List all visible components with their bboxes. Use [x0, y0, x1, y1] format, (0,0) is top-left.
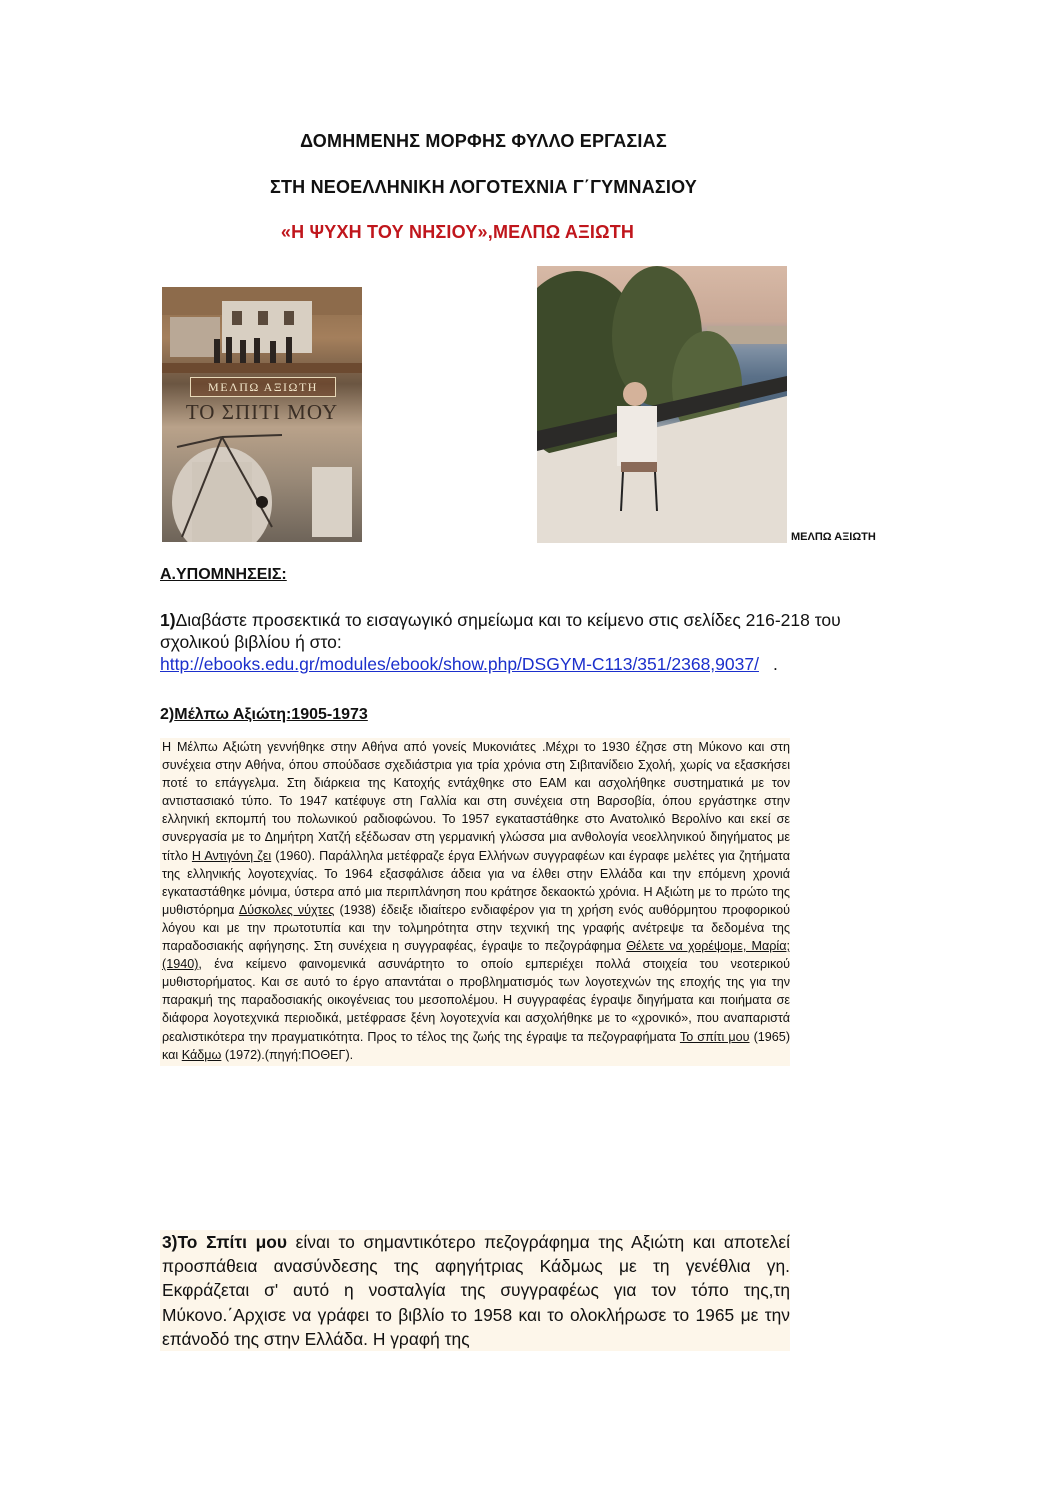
text-title: «Η ΨΥΧΗ ΤΟΥ ΝΗΣΙΟΥ»,ΜΕΛΠΩ ΑΞΙΩΤΗ	[280, 222, 635, 242]
bio-work-title: Η Αντιγόνη ζει	[191, 848, 272, 863]
bio-work-title: Δύσκολες νύχτες	[238, 902, 335, 917]
item-1-text: Διαβάστε προσεκτικά το εισαγωγικό σημείωμα και το κείμενο στις σελίδες 216-218 του σχολικού βιβλίου ή στο:	[160, 610, 841, 652]
bio-work-title: Θέλετε να χορέψομε, Μαρία;(1940)	[162, 939, 790, 972]
bio-text: (1960). Παράλληλα μετέφραζε έργα Ελλήνων συγγραφέων και έγραφε μελέτες για ζητήματα της ελληνικής λογοτεχνίας. Το 1964 εξασφάλισε άδεια για να έλθει στην Ελλάδα και την επόμενη χρονιά εγκαταστάθηκε μόνιμα, ύστερα από μια περιπλάνηση που κράτησε δεκαοκτώ χρόνια. Η Αξιώτη με το πρώτο της μυθιστόρημα	[162, 848, 790, 917]
bio-text: (1972).(πηγή:ΠΟΘΕΓ).	[221, 1047, 354, 1062]
bio-text: Η Μέλπω Αξιώτη γεννήθηκε στην Αθήνα από γονείς Μυκονιάτες .Μέχρι το 1930 έζησε στη Μύκονο και στη συνέχεια στην Αθήνα, όπου σπούδασε σχεδιάστρια για τρία χρόνια στη Σιβιτανίδειο Σχολή, χωρίς να εξασκήσει ποτέ το επάγγελμα. Στη διάρκεια της Κατοχής εντάχθηκε στο ΕΑΜ και ασχολήθηκε συστηματικά με τον αντιστασιακό τύπο. Το 1947 κατέφυγε στη Γαλλία και στη συνέχεια στη Βαρσοβία, όπου εργάστηκε στην ελληνική εκπομπή του πολωνικού ραδιοφώνου. Το 1957 εγκαταστάθηκε στο Ανατολικό Βερολίνο και εκεί σε συνεργασία με το Δημήτρη Χατζή εξέδωσαν στη γερμανική γλώσσα μια ανθολογία νεοελληνικού διηγήματος με τίτλο	[162, 740, 790, 863]
photo-caption: ΜΕΛΠΩ ΑΞΙΩΤΗ	[791, 531, 876, 543]
ebook-link[interactable]: http://ebooks.edu.gr/modules/ebook/show.php/DSGYM-C113/351/2368,9037/	[160, 654, 759, 674]
item-1-trailing: .	[772, 654, 778, 674]
bio-text: (1938) έδειξε ιδιαίτερο ενδιαφέρον για τη χρήση ενός αυθόρμητου προφορικού λόγου και με την πρωτοτυπία και την τολμηρότητα στην τεχνική της γραφής ανέτρεψε τα δεδομένα της παραδοσιακής αφήγησης. Στη συνέχεια η συγγραφέας, έγραψε το πεζογράφημα	[162, 902, 790, 954]
bio-work-title: Κάδμω	[181, 1047, 222, 1062]
book-cover-image	[162, 287, 362, 542]
author-photo-illustration	[537, 266, 787, 543]
cover-title: ΤΟ ΣΠΙΤΙ ΜΟΥ	[185, 400, 339, 424]
author-photo	[537, 266, 787, 543]
item-2-heading	[160, 706, 368, 724]
item-1-number: 1)	[160, 610, 176, 630]
bio-text: (1965) και	[162, 1029, 791, 1062]
worksheet-title: ΔΟΜΗΜΕΝΗΣ ΜΟΡΦΗΣ ΦΥΛΛΟ ΕΡΓΑΣΙΑΣ	[300, 131, 667, 151]
item-2-heading-text: Μέλπω Αξιώτη:1905-1973	[174, 706, 368, 723]
item-3-lead: 3)Το Σπίτι μου	[162, 1232, 287, 1252]
item-3-paragraph	[160, 1230, 790, 1351]
item-2-number: 2)	[160, 706, 175, 723]
section-heading-reminders: Α.ΥΠΟΜΝΗΣΕΙΣ:	[160, 566, 287, 583]
biography-paragraph	[160, 738, 790, 1066]
bio-text: , ένα κείμενο φαινομενικά ασυνάρτητο το οποίο εμπεριέχει πολλά στοιχεία του νεοτερικού μυθιστορήματος. Και σε αυτό το έργο απαντάται ο προβληματισμός των λογοτεχνών της εποχής της για την παρακμή της παραδοσιακής οικογένειας του μεσοπολέμου. Η συγγραφέας έγραψε διηγήματα και ποιήματα σε διάφορα λογοτεχνικά περιοδικά, μετέφρασε ξένη λογοτεχνία και ασχολήθηκε με το «χρονικό», που αναπαριστά ρεαλιστικότερα την πραγματικότητα. Προς το τέλος της ζωής της έγραψε τα πεζογραφήματα	[162, 957, 790, 1044]
bio-work-title: Το σπίτι μου	[679, 1029, 750, 1044]
worksheet-subtitle: ΣΤΗ ΝΕΟΕΛΛΗΝΙΚΗ ΛΟΓΟΤΕΧΝΙΑ Γ΄ΓΥΜΝΑΣΙΟΥ	[269, 177, 698, 197]
item-1-paragraph	[160, 609, 860, 675]
item-3-text: είναι το σημαντικότερο πεζογράφημα της Αξιώτη και αποτελεί προσπάθεια ανασύνδεσης της αφηγήτριας Κάδμως με τη γενέθλια γη. Εκφράζεται σ' αυτό η νοσταλγία της συγγραφέως για τον τόπο της,τη Μύκονο.΄Αρχισε να γράφει το βιβλίο το 1958 και το ολοκλήρωσε το 1965 με την επάνοδό της στην Ελλάδα. Η γραφή της	[162, 1232, 790, 1349]
cover-author: ΜΕΛΠΩ ΑΞΙΩΤΗ	[190, 377, 336, 397]
